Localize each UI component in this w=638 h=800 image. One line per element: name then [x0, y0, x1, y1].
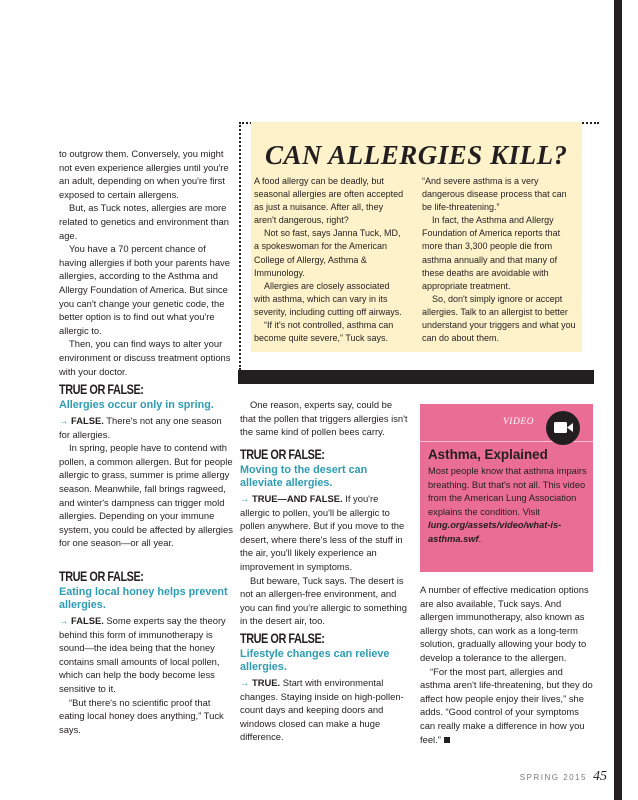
video-camera-icon-graphic [546, 411, 580, 445]
page-number: 45 [593, 769, 607, 784]
tf-heading: TRUE OR FALSE: [59, 381, 144, 397]
tf-question: Moving to the desert can alleviate allergies. [240, 464, 368, 489]
paragraph: Then, you can find ways to alter your environment or discuss treatment options with your doctor. [59, 338, 231, 377]
column-3-text [420, 583, 596, 746]
column-1-top-text [59, 147, 235, 378]
video-camera-icon[interactable] [546, 411, 580, 445]
video-callout [420, 404, 593, 572]
sidebar-title: CAN ALLERGIES KILL? [265, 140, 568, 170]
paragraph: “For the most part, allergies and asthma aren't life-threatening, but they do affect how people enjoy their lives,” she adds. “Good control of your symptoms can really make a difference in how you feel.” [420, 665, 593, 745]
page-footer [520, 769, 607, 785]
paragraph: A number of effective medication options are also available, Tuck says. And allergen immunotherapy, also known as allergy shots, can work as a long-term solution, gradually allowing your body to develop a tolerance to the allergen. [420, 584, 589, 663]
tf-answer: TRUE—AND FALSE. [251, 493, 343, 504]
tf-answer: FALSE. [70, 415, 104, 426]
arrow-icon: → [240, 677, 250, 688]
tf-lead: Start with environmental changes. Staying inside on high-pollen-count days and keeping doors and windows closed can make a huge difference. [240, 677, 404, 743]
paragraph: “But there's no scientific proof that eating local honey does anything,” Tuck says. [59, 696, 224, 735]
tf-question: Allergies occur only in spring. [59, 399, 214, 411]
can-allergies-kill-sidebar [251, 122, 582, 352]
paragraph: to outgrow them. Conversely, you might not even experience allergies until you're an adult, depending on when you're first exposed to certain allergens. [59, 148, 229, 200]
tf-question: Eating local honey helps prevent allergies. [59, 586, 228, 611]
video-body [428, 447, 588, 546]
video-header [420, 404, 593, 442]
true-false-1 [59, 381, 235, 550]
arrow-icon: → [240, 493, 250, 504]
sidebar-dotted-rule-left [239, 122, 241, 370]
video-link[interactable]: lung.org/assets/video/what-is-asthma.swf [428, 520, 562, 544]
true-false-4 [240, 630, 408, 744]
issue-label: SPRING 2015 [519, 773, 587, 782]
paragraph: So, don't simply ignore or accept allergies. Talk to an allergist to better understand your triggers and what you can do about them. [422, 293, 576, 344]
section-divider-bar [238, 370, 594, 384]
video-label: VIDEO [503, 417, 534, 427]
video-title: Asthma, Explained [428, 447, 548, 462]
true-false-3 [240, 446, 408, 628]
tf-heading: TRUE OR FALSE: [240, 630, 325, 646]
arrow-icon: → [59, 615, 69, 626]
true-false-2 [59, 568, 235, 736]
paragraph: Allergies are closely associated with asthma, which can vary in its severity, including cutting off airways. [254, 280, 402, 317]
tf-lead: If you're allergic to pollen, you'll be allergic to pollen anywhere. But if you move to the desert, where there's less of the stuff in the air, you'll likely experience an improvement in symptoms. [240, 493, 405, 572]
arrow-icon: → [59, 415, 69, 426]
video-link-period: . [478, 533, 482, 544]
sidebar-left-column [254, 175, 406, 345]
tf-heading: TRUE OR FALSE: [59, 568, 144, 584]
paragraph: But, as Tuck notes, allergies are more related to genetics and environment than age. [59, 202, 229, 241]
tf-heading: TRUE OR FALSE: [240, 446, 325, 462]
tf-answer: FALSE. [70, 615, 104, 626]
paragraph: In fact, the Asthma and Allergy Foundation of America reports that more than 3,300 people die from asthma annually and that many of these deaths are avoidable with appropriate treatment. [422, 215, 561, 291]
paragraph: You have a 70 percent chance of having allergies if both your parents have allergies, according to the Asthma and Allergy Foundation of America. But since you can't change your genetic code, the better option is to find out what you're allergic to. [59, 243, 230, 336]
column-2-text [240, 398, 408, 439]
tf-lead: There's not any one season for allergies. [59, 415, 222, 440]
tf-lead: Some experts say the theory behind this form of immunotherapy is sound—the idea being that the honey contains small amounts of local pollen, which can help the body become less sensitive to it. [59, 615, 226, 694]
video-text: Most people know that asthma impairs breathing. But that's not all. This video from the American Lung Association explains the condition. Visit [428, 466, 587, 517]
paragraph: A food allergy can be deadly, but seasonal allergies are often accepted as just a nuisance. After all, they aren't dangerous, right? [254, 176, 404, 226]
end-mark-icon [444, 737, 450, 743]
paragraph: “And severe asthma is a very dangerous disease process that can be life-threatening.” [422, 176, 567, 213]
paragraph: “If it's not controlled, asthma can become quite severe,” Tuck says. [254, 320, 394, 344]
tf-answer: TRUE. [251, 677, 281, 688]
paragraph: But beware, Tuck says. The desert is not an allergen-free environment, and you can find you're allergic to something in the desert air, too. [240, 574, 407, 627]
tf-question: Lifestyle changes can relieve allergies. [240, 648, 390, 673]
paragraph: One reason, experts say, could be that the pollen that triggers allergies isn't the same kind of pollen bees carry. [240, 399, 408, 438]
sidebar-right-column [422, 175, 578, 345]
right-edge-bar [614, 0, 622, 800]
paragraph: Not so fast, says Janna Tuck, MD, a spokeswoman for the American College of Allergy, Asthma & Immunology. [254, 228, 401, 278]
paragraph: In spring, people have to contend with pollen, a common allergen. But for people allergic to grass, summer is prime allergy season. Meanwhile, fall brings ragweed, and winter's dampness can trigger mold allergies. Depending on your immune system, you could be affected by allergies for one season—or all year. [59, 442, 233, 549]
